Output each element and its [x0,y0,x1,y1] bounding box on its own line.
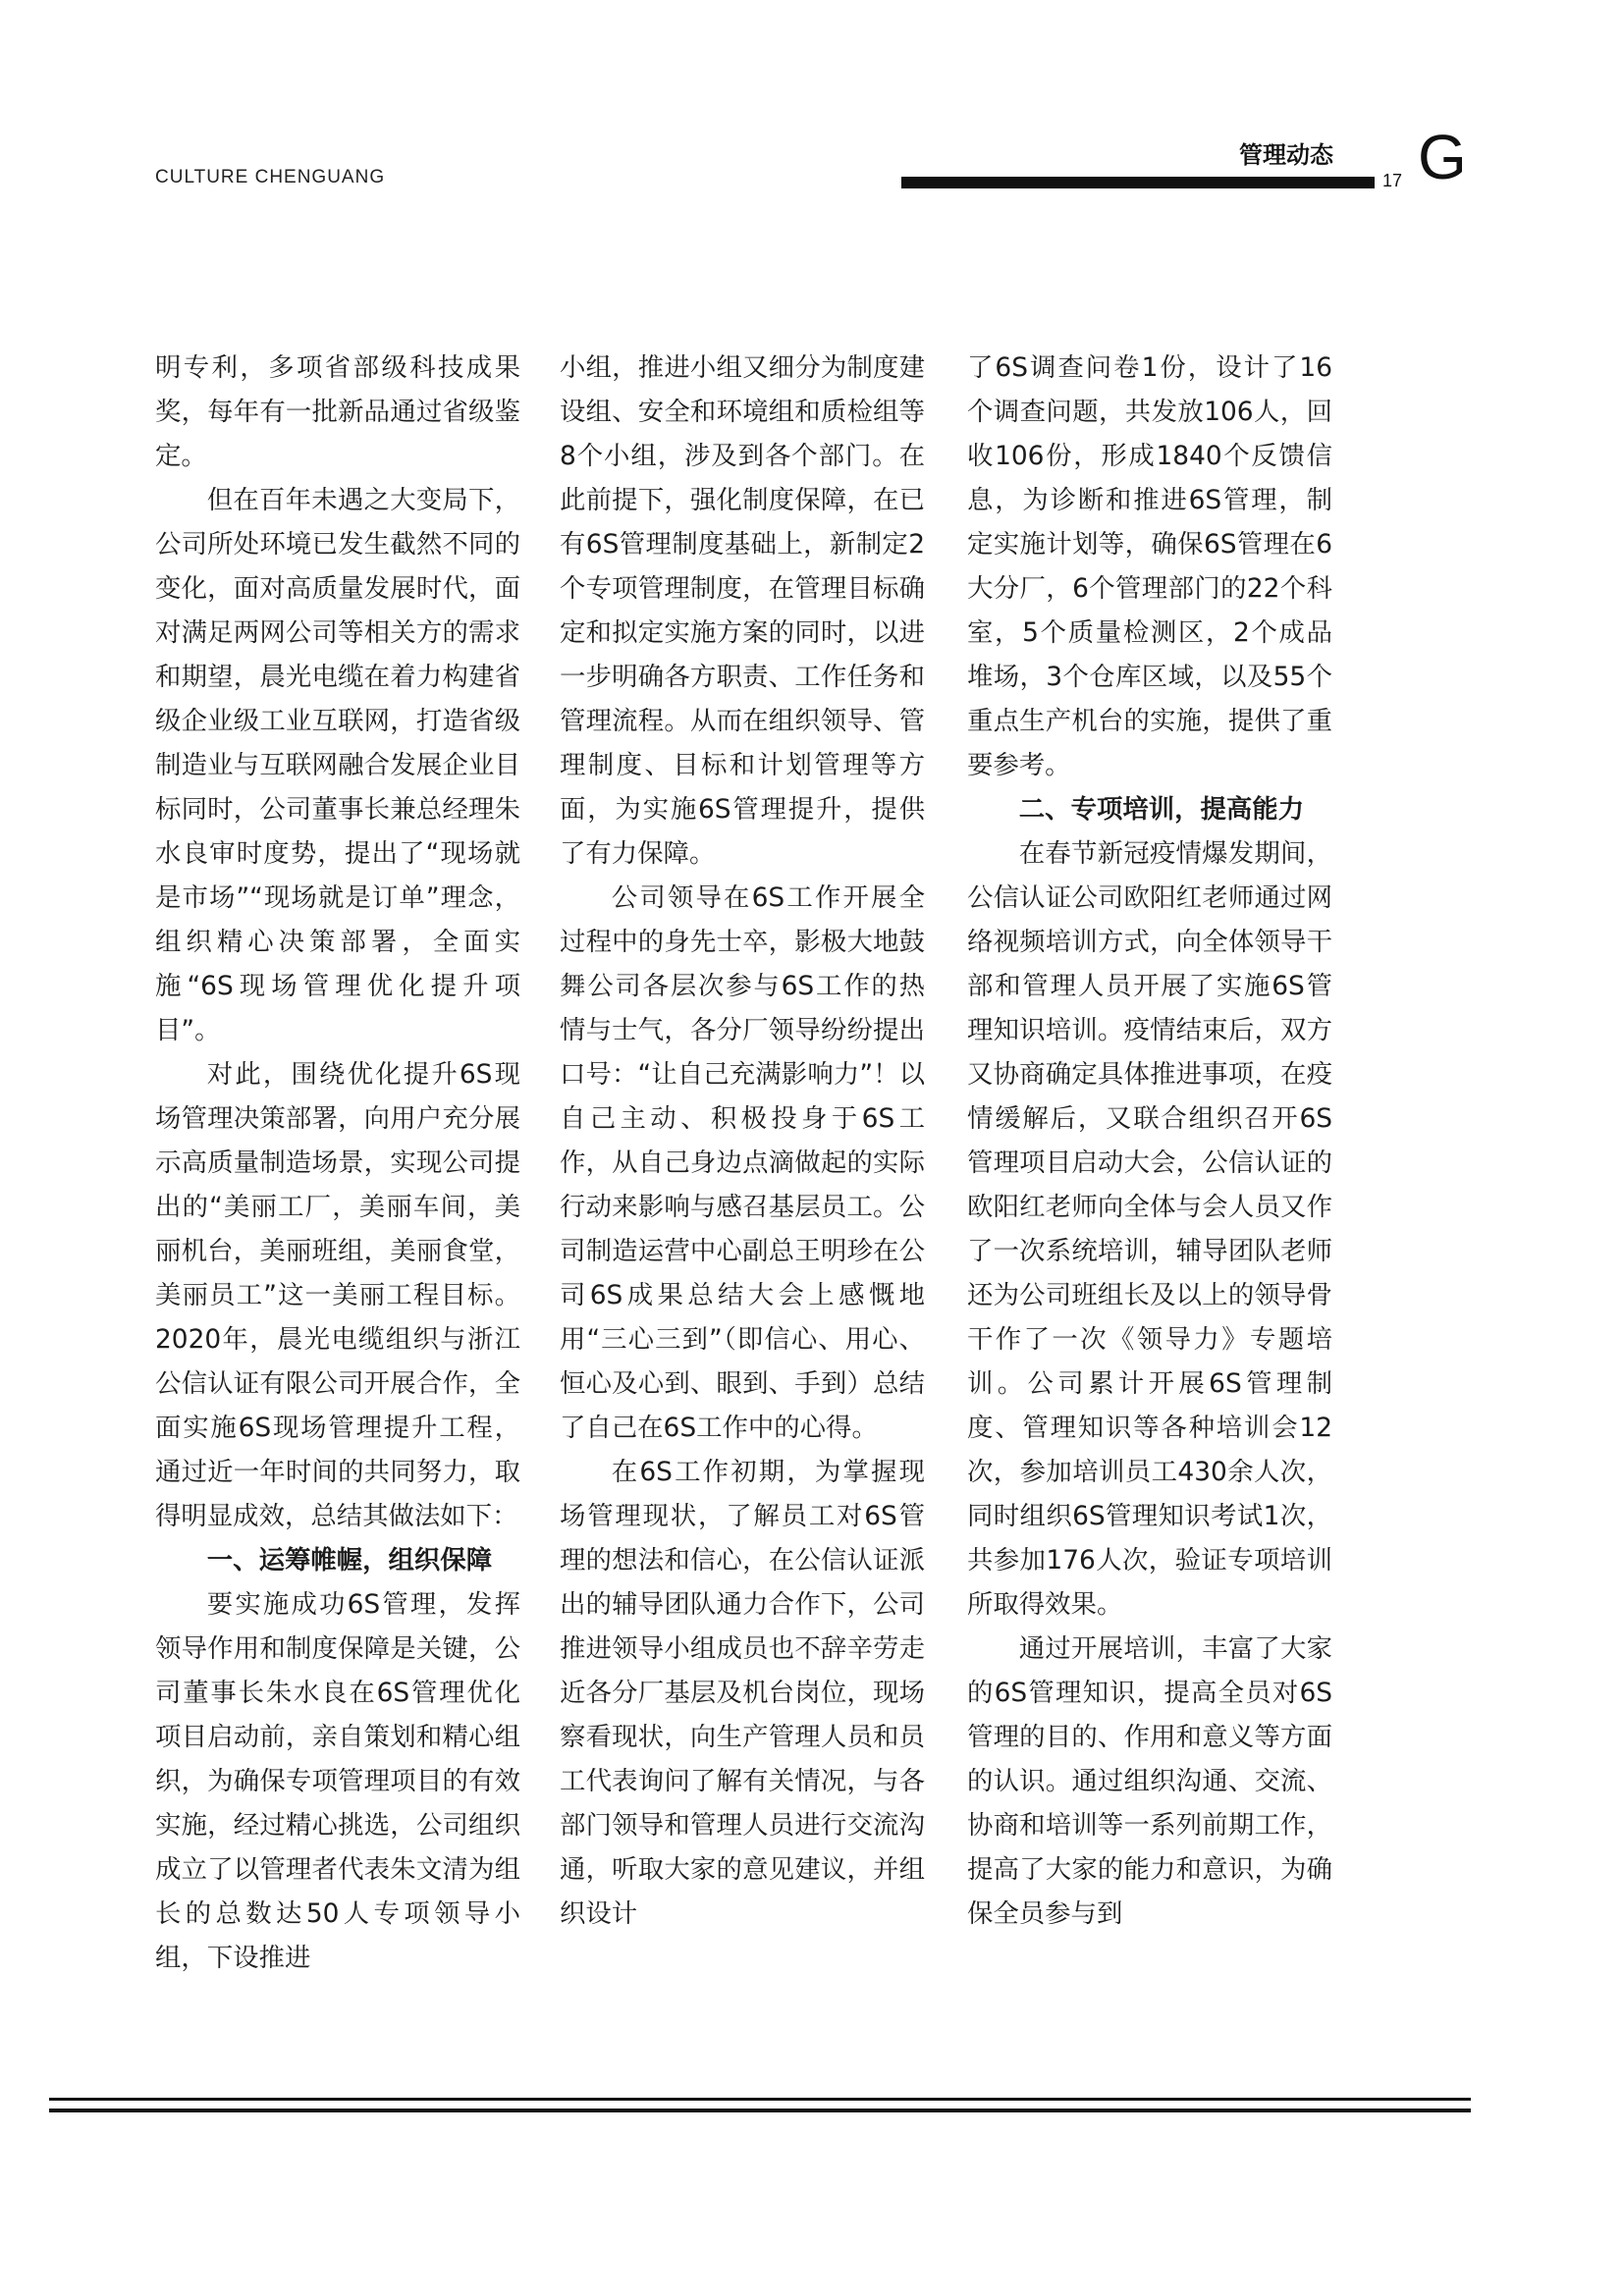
paragraph: 在春节新冠疫情爆发期间，公信认证公司欧阳红老师通过网络视频培训方式，向全体领导干部和管理人员开展了实施6S管理知识培训。疫情结束后，双方又协商确定具体推进事项，在疫情缓解后，又联合组织召开6S管理项目启动大会，公信认证的欧阳红老师向全体与会人员又作了一次系统培训，辅导团队老师还为公司班组长及以上的领导骨干作了一次《领导力》专题培训。公司累计开展6S管理制度、管理知识等各种培训会12次，参加培训员工430余人次，同时组织6S管理知识考试1次，共参加176人次，验证专项培训所取得效果。 [967,838,1332,1620]
page-number: 17 [1382,171,1403,190]
paragraph: 公司领导在6S工作开展全过程中的身先士卒，影极大地鼓舞公司各层次参与6S工作的热情与士气，各分厂领导纷纷提出口号：“让自己充满影响力”！以自己主动、积极投身于6S工作，从自己身边点滴做起的实际行动来影响与感召基层员工。公司制造运营中心副总王明珍在公司6S成果总结大会上感慨地用“三心三到”（即信心、用心、恒心及心到、眼到、手到）总结了自己在6S工作中的心得。 [560,882,925,1443]
text-column-1 [155,346,520,1980]
section-heading: 二、专项培训，提高能力 [1018,794,1305,825]
section-letter: G [1418,122,1467,192]
magazine-brand: CULTURE CHENGUANG [155,167,386,187]
paragraph: 但在百年未遇之大变局下，公司所处环境已发生截然不同的变化，面对高质量发展时代，面对满足两网公司等相关方的需求和期望，晨光电缆在着力构建省级企业级工业互联网，打造省级制造业与互联网融合发展企业目标同时，公司董事长兼总经理朱水良审时度势，提出了“现场就是市场”“现场就是订单”理念，组织精心决策部署，全面实施“6S现场管理优化提升项目”。 [155,485,520,1045]
footer-rule-thick [49,2109,1471,2112]
paragraph: 要实施成功6S管理，发挥领导作用和制度保障是关键，公司董事长朱水良在6S管理优化项目启动前，亲自策划和精心组织，为确保专项管理项目的有效实施，经过精心挑选，公司组织成立了以管理者代表朱文清为组长的总数达50人专项领导小组，下设推进 [155,1589,520,1973]
paragraph: 通过开展培训，丰富了大家的6S管理知识，提高全员对6S管理的目的、作用和意义等方面的认识。通过组织沟通、交流、协商和培训等一系列前期工作，提高了大家的能力和意识，为确保全员参与到 [967,1633,1332,1929]
text-column-3 [967,346,1332,1936]
footer-rule-thin [49,2098,1471,2101]
section-title: 管理动态 [1239,141,1333,169]
text-column-2 [560,346,925,1936]
paragraph: 在6S工作初期，为掌握现场管理现状，了解员工对6S管理的想法和信心，在公信认证派出的辅导团队通力合作下，公司推进领导小组成员也不辞辛劳走近各分厂基层及机台岗位，现场察看现状，向生产管理人员和员工代表询问了解有关情况，与各部门领导和管理人员进行交流沟通，听取大家的意见建议，并组织设计 [560,1457,925,1929]
paragraph-continuation: 小组，推进小组又细分为制度建设组、安全和环境组和质检组等8个小组，涉及到各个部门。在此前提下，强化制度保障，在已有6S管理制度基础上，新制定2个专项管理制度，在管理目标确定和拟定实施方案的同时，以进一步明确各方职责、工作任务和管理流程。从而在组织领导、管理制度、目标和计划管理等方面，为实施6S管理提升，提供了有力保障。 [560,352,925,869]
paragraph-continuation: 了6S调查问卷1份，设计了16个调查问题，共发放106人，回收106份，形成1840个反馈信息，为诊断和推进6S管理，制定实施计划等，确保6S管理在6大分厂，6个管理部门的22个科室，5个质量检测区，2个成品堆场，3个仓库区域，以及55个重点生产机台的实施，提供了重要参考。 [967,352,1332,780]
header-rule [901,177,1375,188]
paragraph: 对此，围绕优化提升6S现场管理决策部署，向用户充分展示高质量制造场景，实现公司提出的“美丽工厂，美丽车间，美丽机台，美丽班组，美丽食堂，美丽员工”这一美丽工程目标。2020年，晨光电缆组织与浙江公信认证有限公司开展合作，全面实施6S现场管理提升工程，通过近一年时间的共同努力，取得明显成效，总结其做法如下： [155,1059,520,1531]
paragraph-continuation: 明专利，多项省部级科技成果奖，每年有一批新品通过省级鉴定。 [155,352,520,471]
section-heading: 一、运筹帷幄，组织保障 [206,1545,493,1575]
